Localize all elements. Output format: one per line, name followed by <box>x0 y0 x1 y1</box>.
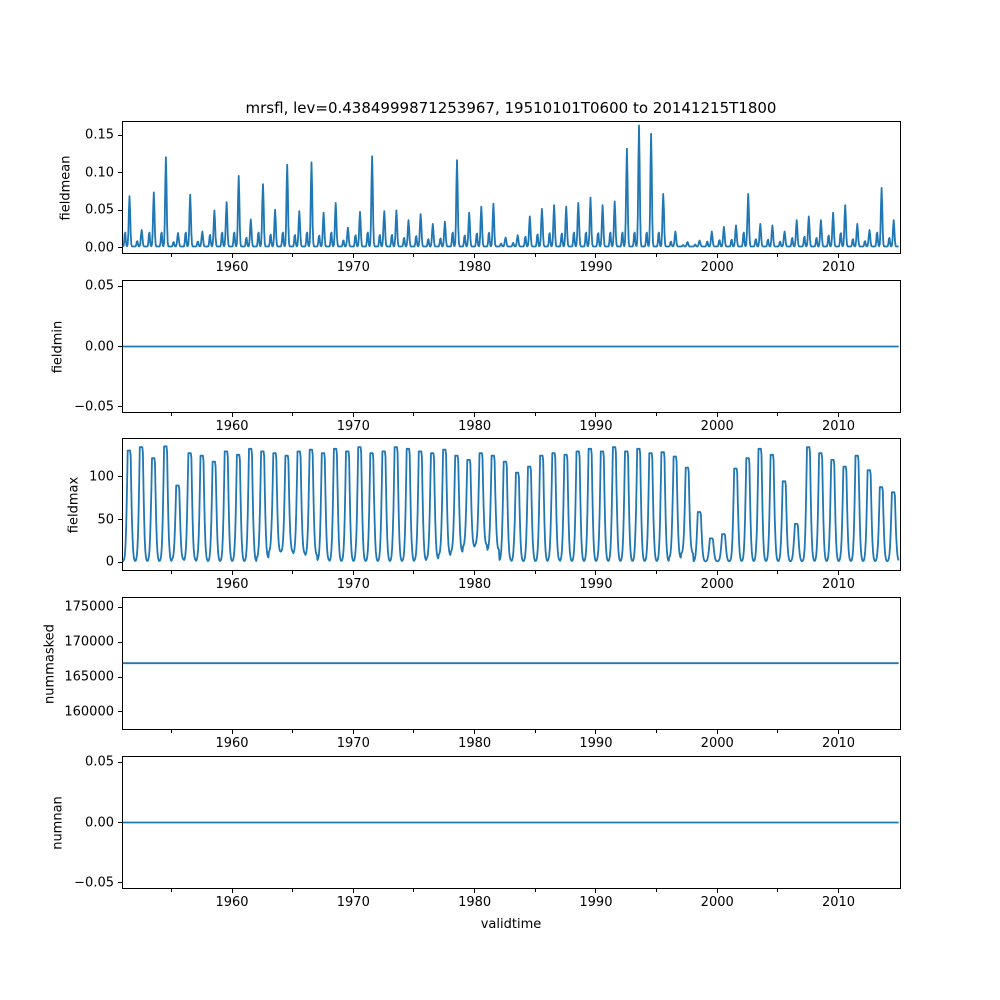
x-tick <box>838 730 839 734</box>
x-tick-label: 1990 <box>579 895 613 910</box>
x-minor-tick <box>535 254 536 257</box>
x-tick-label: 1970 <box>336 736 370 751</box>
x-tick-label: 1980 <box>458 895 492 910</box>
x-tick-label: 1960 <box>215 895 249 910</box>
x-minor-tick <box>292 889 293 892</box>
x-minor-tick <box>535 413 536 416</box>
x-tick-label: 2010 <box>821 260 856 275</box>
data-line-fieldmean <box>123 126 899 247</box>
x-minor-tick <box>292 571 293 574</box>
subplot-nummasked <box>0 597 1000 756</box>
x-tick-label: 1990 <box>579 577 613 592</box>
x-tick <box>474 571 475 575</box>
x-tick <box>838 254 839 258</box>
plot-area-fieldmax <box>122 438 901 571</box>
x-tick-label: 1980 <box>458 260 492 275</box>
x-minor-tick <box>413 254 414 257</box>
plot-svg-fieldmax <box>122 438 901 571</box>
x-tick <box>595 571 596 575</box>
x-tick <box>595 889 596 893</box>
x-minor-tick <box>656 889 657 892</box>
y-tick-label: 0.05 <box>85 202 114 218</box>
x-tick-label: 1960 <box>215 260 249 275</box>
plot-svg-numnan <box>122 756 901 889</box>
x-tick-label: 1980 <box>458 736 492 751</box>
x-tick <box>474 730 475 734</box>
x-minor-tick <box>171 413 172 416</box>
x-tick <box>232 413 233 417</box>
y-tick <box>118 822 122 823</box>
y-tick <box>118 562 122 563</box>
y-tick <box>118 476 122 477</box>
x-tick <box>595 730 596 734</box>
x-tick <box>595 413 596 417</box>
y-tick <box>118 346 122 347</box>
x-minor-tick <box>777 413 778 416</box>
y-tick-label: 0.05 <box>85 278 114 294</box>
x-minor-tick <box>777 571 778 574</box>
x-minor-tick <box>292 254 293 257</box>
x-tick-label: 2010 <box>821 736 856 751</box>
y-tick <box>118 247 122 248</box>
y-tick <box>118 135 122 136</box>
y-tick <box>118 882 122 883</box>
x-minor-tick <box>777 889 778 892</box>
y-tick-label: 0 <box>105 554 114 570</box>
plot-area-numnan <box>122 756 901 889</box>
y-tick <box>118 642 122 643</box>
x-minor-tick <box>656 571 657 574</box>
x-minor-tick <box>413 730 414 733</box>
x-tick-label: 2000 <box>700 577 734 592</box>
y-tick-label: 0.00 <box>85 339 114 354</box>
y-tick-label: 175000 <box>64 599 114 615</box>
y-tick-label: 170000 <box>64 634 114 650</box>
x-tick-label: 1980 <box>458 419 492 434</box>
y-axis-label-fieldmax: fieldmax <box>66 476 82 533</box>
y-tick-label: 0.10 <box>85 165 114 181</box>
subplot-numnan <box>0 756 1000 915</box>
x-tick-label: 1980 <box>458 577 492 592</box>
x-tick-label: 1960 <box>215 736 249 751</box>
x-minor-tick <box>413 571 414 574</box>
y-tick-label: 0.00 <box>85 240 114 256</box>
x-tick-label: 1970 <box>336 895 370 910</box>
y-tick <box>118 406 122 407</box>
plot-svg-fieldmean <box>122 121 901 254</box>
y-axis-label-numnan: numnan <box>50 795 66 850</box>
y-tick-label: 0.05 <box>85 754 114 770</box>
y-axis-label-nummasked: nummasked <box>42 623 58 704</box>
x-tick-label: 2000 <box>700 260 734 275</box>
x-tick <box>717 254 718 258</box>
x-minor-tick <box>413 889 414 892</box>
x-tick-label: 2000 <box>700 895 734 910</box>
x-axis-label: validtime <box>480 917 542 932</box>
x-tick <box>717 889 718 893</box>
x-minor-tick <box>171 730 172 733</box>
x-minor-tick <box>535 571 536 574</box>
plot-area-nummasked <box>122 597 901 730</box>
x-minor-tick <box>656 254 657 257</box>
x-minor-tick <box>292 413 293 416</box>
x-tick <box>232 730 233 734</box>
plot-svg-nummasked <box>122 597 901 730</box>
x-tick <box>353 889 354 893</box>
x-tick <box>353 730 354 734</box>
y-tick <box>118 762 122 763</box>
x-tick <box>474 254 475 258</box>
x-tick-label: 2010 <box>821 577 856 592</box>
x-tick <box>474 889 475 893</box>
figure-title: mrsfl, lev=0.4384999871253967, 19510101T0600 to 20141215T1800 <box>245 99 777 117</box>
x-minor-tick <box>656 413 657 416</box>
x-minor-tick <box>777 730 778 733</box>
x-tick <box>838 889 839 893</box>
y-tick-label: 165000 <box>64 669 114 685</box>
x-tick <box>232 889 233 893</box>
y-tick <box>118 711 122 712</box>
y-tick-label: 50 <box>97 512 114 528</box>
y-axis-label-fieldmean: fieldmean <box>58 155 74 220</box>
subplot-fieldmax <box>0 438 1000 597</box>
x-tick <box>838 571 839 575</box>
x-tick <box>717 571 718 575</box>
x-tick <box>717 730 718 734</box>
y-tick <box>118 286 122 287</box>
y-tick <box>118 607 122 608</box>
x-tick-label: 1970 <box>336 419 370 434</box>
data-line-fieldmax <box>123 446 899 561</box>
x-tick-label: 1970 <box>336 577 370 592</box>
x-tick <box>353 413 354 417</box>
subplot-fieldmin <box>0 280 1000 439</box>
x-tick-label: 1960 <box>215 577 249 592</box>
y-tick <box>118 172 122 173</box>
x-tick <box>474 413 475 417</box>
x-tick <box>353 254 354 258</box>
x-minor-tick <box>777 254 778 257</box>
y-tick-label: 0.00 <box>85 815 114 830</box>
plot-area-fieldmin <box>122 280 901 413</box>
x-minor-tick <box>171 254 172 257</box>
y-tick-label: −0.05 <box>74 399 114 415</box>
plot-area-fieldmean <box>122 121 901 254</box>
x-minor-tick <box>413 413 414 416</box>
y-tick-label: −0.05 <box>74 875 114 891</box>
plot-svg-fieldmin <box>122 280 901 413</box>
y-tick-label: 160000 <box>64 704 114 720</box>
x-minor-tick <box>656 730 657 733</box>
x-tick <box>232 571 233 575</box>
x-tick-label: 1960 <box>215 419 249 434</box>
y-tick <box>118 210 122 211</box>
x-tick-label: 2010 <box>821 895 856 910</box>
x-tick-label: 1990 <box>579 419 613 434</box>
x-tick <box>353 571 354 575</box>
x-tick-label: 2000 <box>700 736 734 751</box>
x-tick <box>595 254 596 258</box>
x-minor-tick <box>535 730 536 733</box>
x-minor-tick <box>292 730 293 733</box>
x-tick-label: 1970 <box>336 260 370 275</box>
x-tick <box>232 254 233 258</box>
y-tick <box>118 677 122 678</box>
x-tick-label: 1990 <box>579 260 613 275</box>
x-tick-label: 2010 <box>821 419 856 434</box>
x-minor-tick <box>171 889 172 892</box>
x-tick-label: 2000 <box>700 419 734 434</box>
y-axis-label-fieldmin: fieldmin <box>50 320 66 373</box>
x-tick <box>717 413 718 417</box>
y-tick-label: 0.15 <box>85 127 114 143</box>
x-minor-tick <box>171 571 172 574</box>
y-tick-label: 100 <box>89 469 114 485</box>
subplot-fieldmean <box>0 121 1000 280</box>
x-tick-label: 1990 <box>579 736 613 751</box>
x-tick <box>838 413 839 417</box>
y-tick <box>118 519 122 520</box>
x-minor-tick <box>535 889 536 892</box>
